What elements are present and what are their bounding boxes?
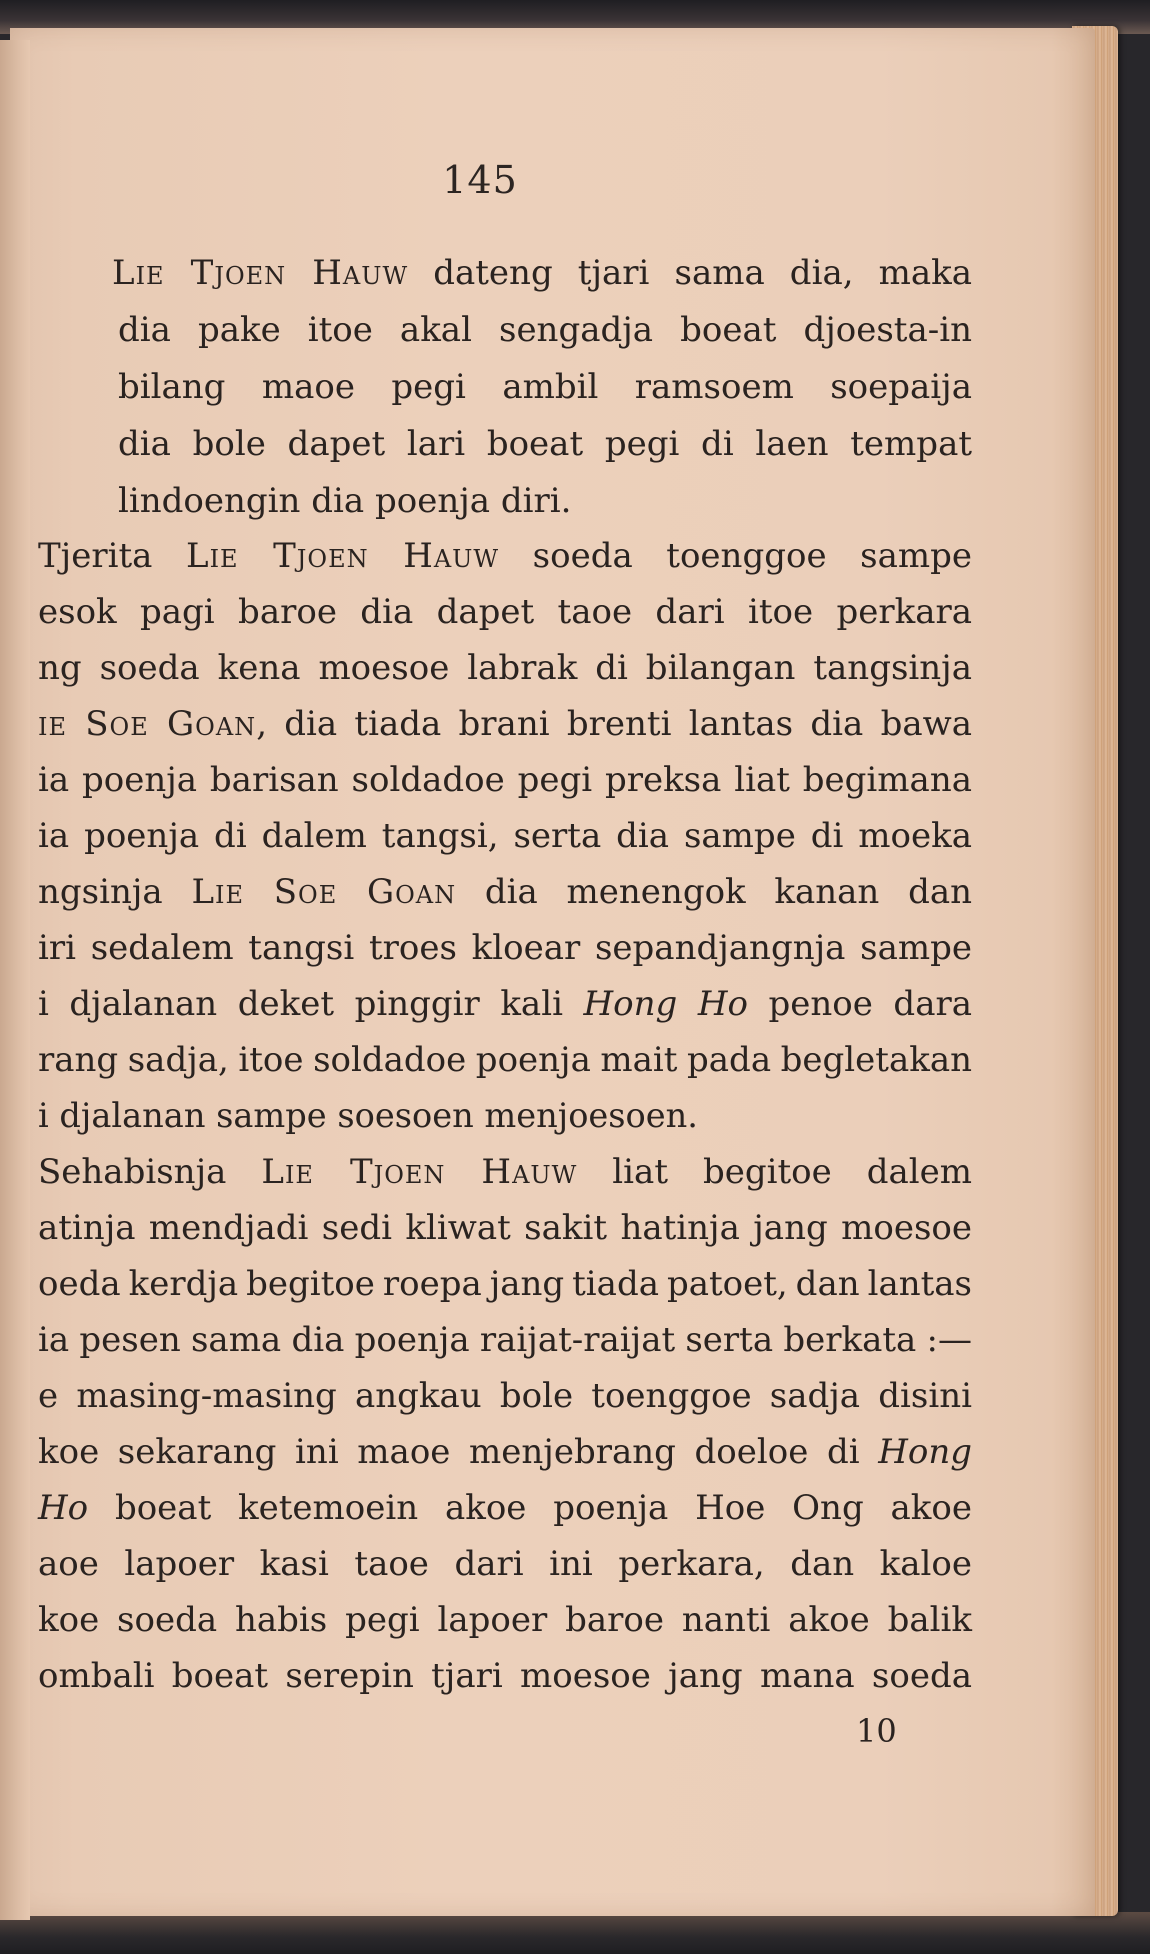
text-run: dia menengok kanan dan xyxy=(456,872,972,912)
text-run: dateng tjari sama dia, maka xyxy=(408,253,972,293)
text-run: bilang maoe pegi ambil ramsoem soepaija xyxy=(118,367,972,407)
name-smallcaps: Lie Tjoen Hauw xyxy=(112,253,409,293)
text-line xyxy=(112,253,972,293)
text-line xyxy=(38,648,972,688)
text-line-content xyxy=(112,253,972,293)
text-line-content xyxy=(38,536,972,576)
text-line-content xyxy=(38,1040,972,1080)
text-run: oeda kerdja begitoe roepa jang tiada patoet, dan lantas xyxy=(38,1264,972,1304)
text-line xyxy=(38,592,972,632)
text-line xyxy=(38,1432,972,1472)
text-line-content xyxy=(38,648,972,688)
text-run: ombali boeat serepin tjari moesoe jang mana soeda xyxy=(38,1656,972,1696)
text-run: liat begitoe dalem xyxy=(577,1152,973,1192)
text-line xyxy=(38,704,972,744)
text-line-content xyxy=(38,1208,972,1248)
text-line-content xyxy=(38,1096,698,1136)
text-run: lindoengin dia poenja diri. xyxy=(118,481,572,521)
place-italic: Hong Ho xyxy=(583,984,748,1024)
text-run: aoe lapoer kasi taoe dari ini perkara, dan kaloe xyxy=(38,1544,972,1584)
text-line xyxy=(38,1208,972,1248)
text-line xyxy=(38,816,972,856)
text-line xyxy=(38,1152,972,1192)
text-line xyxy=(38,760,972,800)
text-line-content xyxy=(38,984,972,1024)
text-line-content xyxy=(38,704,972,744)
text-line xyxy=(118,481,571,521)
text-line xyxy=(38,1376,972,1416)
text-line xyxy=(38,984,972,1024)
text-line-content xyxy=(118,481,571,521)
text-run: penoe dara xyxy=(747,984,972,1024)
text-run: boeat ketemoein akoe poenja Hoe Ong akoe xyxy=(88,1488,972,1528)
text-line xyxy=(118,310,972,350)
page-number: 145 xyxy=(442,158,518,202)
text-line-content xyxy=(38,816,972,856)
place-italic: Ho xyxy=(38,1488,89,1528)
text-line xyxy=(38,1320,972,1360)
place-italic: Hong xyxy=(878,1432,972,1472)
name-smallcaps: Lie Soe Goan xyxy=(191,872,457,912)
text-run: ia pesen sama dia poenja raijat-raijat serta berkata :— xyxy=(38,1320,972,1360)
text-line xyxy=(38,928,972,968)
text-line-content xyxy=(118,424,972,464)
text-line-content xyxy=(38,1264,972,1304)
text-line xyxy=(38,1096,706,1136)
text-line xyxy=(38,1040,972,1080)
text-run: Sehabisnja xyxy=(38,1152,262,1192)
text-run: dia bole dapet lari boeat pegi di laen tempat xyxy=(118,424,972,464)
text-line xyxy=(118,424,972,464)
text-line-content xyxy=(118,367,972,407)
text-line-content xyxy=(38,592,972,632)
text-line xyxy=(38,872,972,912)
text-line-content xyxy=(38,760,972,800)
text-run: , dia tiada brani brenti lantas dia bawa xyxy=(256,704,972,744)
text-line-content xyxy=(38,1656,972,1696)
text-run: iri sedalem tangsi troes kloear sepandjangnja sampe xyxy=(38,928,972,968)
text-line-content xyxy=(38,1544,972,1584)
signature-mark: 10 xyxy=(856,1712,897,1750)
text-run: atinja mendjadi sedi kliwat sakit hatinja jang moesoe xyxy=(38,1208,972,1248)
text-run: soeda toenggoe sampe xyxy=(499,536,972,576)
text-line-content xyxy=(38,1600,972,1640)
text-run: Tjerita xyxy=(38,536,186,576)
text-run: rang sadja, itoe soldadoe poenja mait pada begletakan xyxy=(38,1040,972,1080)
text-line-content xyxy=(38,1152,972,1192)
text-run: esok pagi baroe dia dapet taoe dari itoe perkara xyxy=(38,592,972,632)
text-line xyxy=(38,536,972,576)
text-line-content xyxy=(38,928,972,968)
text-line xyxy=(38,1656,972,1696)
name-smallcaps: Lie Tjoen Hauw xyxy=(185,536,500,576)
text-line-content xyxy=(38,1432,972,1472)
name-smallcaps: ie Soe Goan xyxy=(38,704,257,744)
text-line-content xyxy=(38,1488,972,1528)
text-run: ng soeda kena moesoe labrak di bilangan tangsinja xyxy=(38,648,972,688)
text-run: koe sekarang ini maoe menjebrang doeloe di xyxy=(38,1432,879,1472)
text-line xyxy=(118,367,972,407)
text-line-content xyxy=(38,1376,972,1416)
text-run: ngsinja xyxy=(38,872,192,912)
text-run: i djalanan sampe soesoen menjoesoen. xyxy=(38,1096,698,1136)
text-line xyxy=(38,1264,972,1304)
text-run: ia poenja di dalem tangsi, serta dia sampe di moeka xyxy=(38,816,972,856)
text-line xyxy=(38,1488,972,1528)
text-run: i djalanan deket pinggir kali xyxy=(38,984,584,1024)
text-run: e masing-masing angkau bole toenggoe sadja disini xyxy=(38,1376,972,1416)
text-line-content xyxy=(38,1320,972,1360)
name-smallcaps: Lie Tjoen Hauw xyxy=(261,1152,578,1192)
text-run: ia poenja barisan soldadoe pegi preksa liat begimana xyxy=(38,760,972,800)
text-line-content xyxy=(118,310,972,350)
text-line-content xyxy=(38,872,972,912)
text-line xyxy=(38,1600,972,1640)
text-line xyxy=(38,1544,972,1584)
text-run: dia pake itoe akal sengadja boeat djoesta-in xyxy=(118,310,972,350)
text-run: koe soeda habis pegi lapoer baroe nanti akoe balik xyxy=(38,1600,972,1640)
